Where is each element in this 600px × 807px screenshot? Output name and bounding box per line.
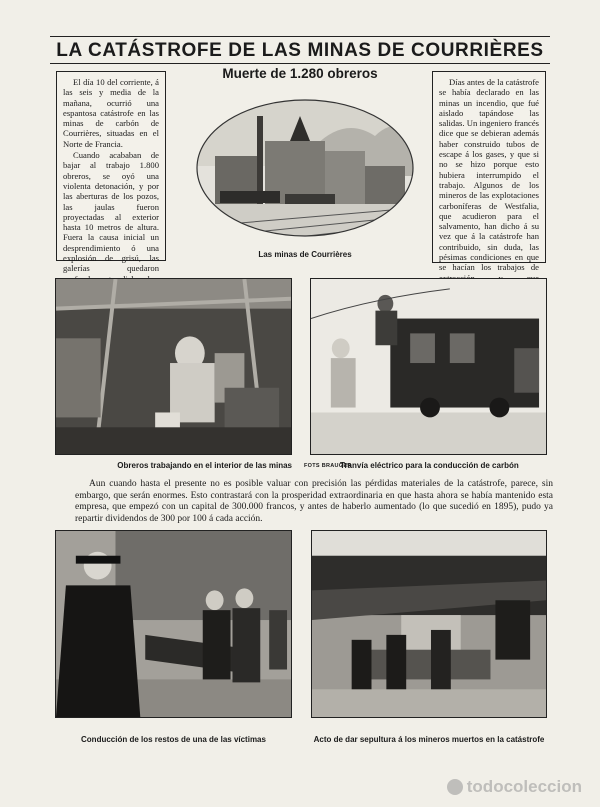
left-box-paragraph-1: El día 10 del corriente, á las seis y media de la mañana, ocurrió una espantosa catástrofe en las minas de carbón de Courrières, situadas en el Norte de Francia. [63,77,159,149]
photo-credit: FOTS BRAUGER [304,463,352,469]
right-text-box [432,71,546,273]
remains-caption: Conducción de los restos de una de las víctimas [81,735,266,744]
mines-photo [195,96,415,246]
tram-photo [310,278,547,455]
mines-caption: Las minas de Courrières [258,250,352,259]
remains-photo [55,530,292,718]
left-text-box [56,71,166,274]
title-rule-bottom [50,63,550,64]
left-box-paragraph-2: Cuando acababan de bajar al trabajo 1.800 obreros, se oyó una violenta detonación, y por las aberturas de los pozos, las jaulas fueron proyectadas al exterior hasta 10 metros de altura. Fuera la causa inicial un desprendimiento ó una explosión de grisú, las galerías quedaron [63,150,159,274]
watermark [447,777,582,797]
right-box-paragraph-1: Días antes de la catástrofe se había declarado en las minas un incendio, que fué aislado tapándose las salidas. Un ingeniero francés dice que se debieran además haber construido tubos de escape á los gases, y que si no se hizo porque esto hubiera interrumpido el trabajo. Algunos de los mineros de las explotaciones carboníferas de Westfalia, que acudieron para el salvamento, han dicho á su vez que á la catástrofe han contribuido, sin duda, las pésimas condiciones en que se hacían los trabajos de [439,77,539,273]
burial-caption: Acto de dar sepultura á los mineros muertos en la catástrofe [313,735,545,744]
watermark-text: todocoleccion [466,777,582,796]
page-subtitle: Muerte de 1.280 obreros [222,66,378,81]
burial-photo [311,530,547,718]
watermark-logo-icon [447,779,463,795]
body-paragraph-container [75,479,553,525]
tram-caption: Tranvía eléctrico para la conducción de carbón [340,461,519,470]
workers-caption: Obreros trabajando en el interior de las minas [117,461,292,470]
page-title: LA CATÁSTROFE DE LAS MINAS DE COURRIÈRES [56,40,544,61]
title-rule-top [50,36,550,37]
body-paragraph: Aun cuando hasta el presente no es posible valuar con precisión las pérdidas materiales de la catástrofe, parece, sin embargo, que serán enormes. Esto contrastará con la prosperidad extraordinaria en que hasta ahora se había mantenido esta empresa, que empezó con un capital de 300.000 francos, y antes de haberlo aumentado (lo que sucedió en 1895), pudo ya repartir dividendos de 300 por 100 á cada acción. [75,479,553,524]
workers-photo [55,278,292,455]
